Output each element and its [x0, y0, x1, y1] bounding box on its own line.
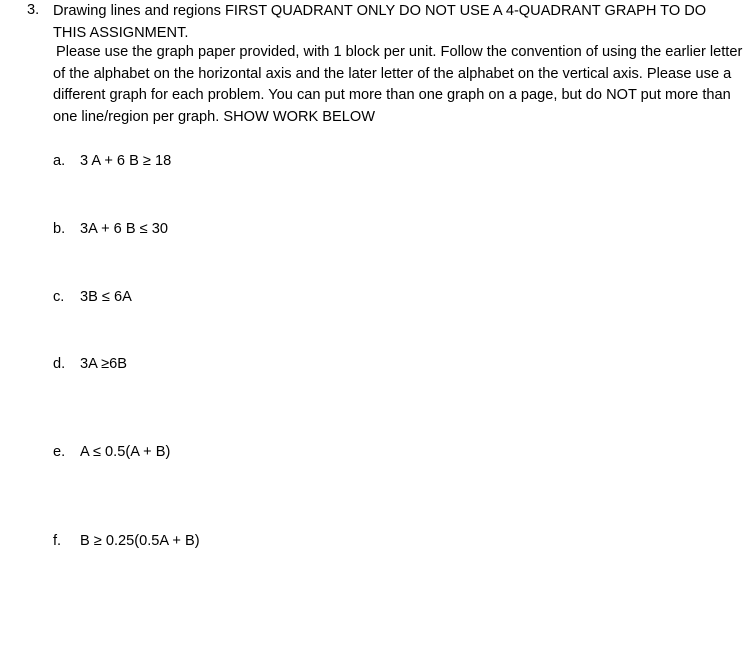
- part-label: c.: [53, 289, 65, 305]
- part-label: a.: [53, 153, 66, 169]
- part-expression: 3A ≥6B: [80, 356, 127, 372]
- question-instructions: Please use the graph paper provided, with 1 block per unit. Follow the convention of using the earlier letter of the alphabet on the horizontal axis and the later letter of the alphabet on the vertical axis. Please use a different graph for each problem. You can put more than one graph on a page, but do NOT put more than one line/region per graph. SHOW WORK BELOW: [53, 44, 743, 125]
- part-d: [0, 353, 747, 375]
- part-expression: 3A + 6 B ≤ 30: [80, 221, 168, 237]
- part-expression: 3 A + 6 B ≥ 18: [80, 153, 172, 169]
- part-b: [0, 218, 747, 240]
- part-e: [0, 441, 747, 463]
- question-number: 3.: [27, 2, 40, 18]
- part-label: e.: [53, 444, 66, 460]
- part-c: [0, 286, 747, 308]
- part-expression: B ≥ 0.25(0.5A + B): [80, 533, 200, 549]
- part-label: b.: [53, 221, 66, 237]
- question-heading: Drawing lines and regions FIRST QUADRANT ONLY DO NOT USE A 4-QUADRANT GRAPH TO DO THIS ASSIGNMENT.: [53, 3, 707, 41]
- part-label: f.: [53, 533, 62, 549]
- part-label: d.: [53, 356, 66, 372]
- part-expression: 3B ≤ 6A: [80, 289, 132, 305]
- part-a: [0, 150, 747, 172]
- part-f: [0, 530, 747, 552]
- part-expression: A ≤ 0.5(A + B): [80, 444, 171, 460]
